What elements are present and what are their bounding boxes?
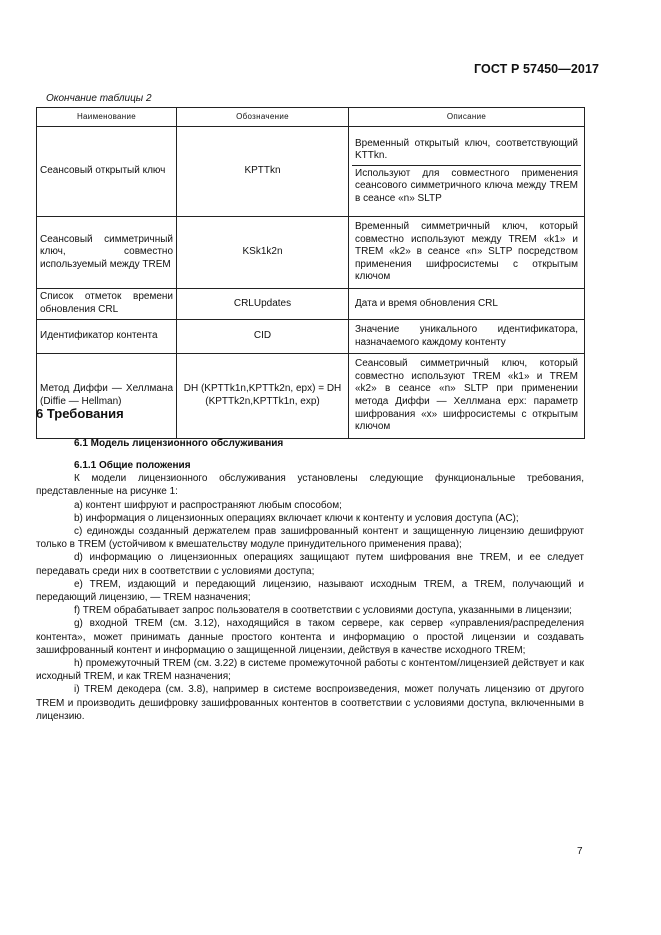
list-item: h) промежуточный TREM (см. 3.22) в системе промежуточной работы с контентом/лицензией действует и как исходный TREM, и как TREM назначения; <box>36 658 584 683</box>
table-row <box>37 217 585 289</box>
row-description <box>349 319 585 353</box>
row-name: Сеансовый симметричный ключ, совместно используемый между TREM <box>37 217 177 289</box>
list-item: b) информация о лицензионных операциях включает ключи к контенту и условия доступа (AC); <box>74 512 519 524</box>
table-row <box>37 319 585 353</box>
list-item: g) входной TREM (см. 3.12), находящийся в таком сервере, как сервер «управления/распределения контента», может принимать данные простого контента и информацию о простой лицензии и создавать зашифрованный контент и информацию о защищенной лицензии, действуя в качестве исходного TREM; <box>36 618 584 656</box>
section-body <box>36 407 584 723</box>
row-name: Метод Диффи — Хеллмана (Diffie — Hellman) <box>37 354 177 439</box>
column-header-symbol: Обозначение <box>177 108 349 127</box>
description-part: Используют для совместного применения сеансового симметричного ключа между TREM в сеансе «n» SLTP <box>355 167 578 204</box>
table-header-row <box>37 108 585 127</box>
list-item: c) единожды созданный держателем прав зашифрованный контент и защищенную лицензию дешифруют только в TREM (устойчивом к вмешательству модуле принудительного применения права); <box>36 526 584 551</box>
row-description <box>349 127 585 217</box>
list-item: e) TREM, издающий и передающий лицензию, называют исходным TREM, а TREM, получающий и передающий лицензию, — TREM назначения; <box>36 578 584 604</box>
description-part: Значение уникального идентификатора, назначаемого каждому контенту <box>355 323 578 348</box>
description-part: Сеансовый симметричный ключ, который совместно используют TREM «k1» и TREM «k2» в сеансе «n» SLTP при применении метода Диффи — Хеллмана epx: параметр шифрования «x» шифросистемы с открытым ключом <box>355 358 578 433</box>
list-item: d) информацию о лицензионных операциях защищают путем шифрования вне TREM, и ее следует передавать среди них в соответствии с условиями доступа; <box>36 552 584 577</box>
table-row <box>37 288 585 319</box>
description-part: Временный симметричный ключ, который совместно используют между TREM «k1» и TREM «k2» в сеансе «n» SLTP посредством применения шифросистемы с открытым ключом <box>355 221 578 283</box>
row-name: Сеансовый открытый ключ <box>37 127 177 217</box>
row-symbol: CRLUpdates <box>177 288 349 319</box>
row-symbol: DH (KPTTk1n,KPTTk2n, epx) = DH (KPTTk2n,KPTTk1n, exp) <box>177 354 349 439</box>
row-description <box>349 217 585 289</box>
list-item: i) TREM декодера (см. 3.8), например в системе воспроизведения, может получать лицензию от другого TREM и производить дешифровку зашифрованных контентов в соответствии с условиями доступа, включенными в лицензию. <box>36 684 584 722</box>
paragraph: К модели лицензионного обслуживания установлены следующие функциональные требования, представленные на рисунке 1: <box>36 473 584 498</box>
list-item: a) контент шифруют и распространяют любым способом; <box>74 499 342 511</box>
row-name: Идентификатор контента <box>37 319 177 353</box>
standard-number: ГОСТ Р 57450—2017 <box>474 62 600 76</box>
row-symbol: KPTTkn <box>177 127 349 217</box>
description-part: Дата и время обновления CRL <box>355 297 498 309</box>
section-title: 6 Требования <box>36 406 124 421</box>
row-symbol: KSk1k2n <box>177 217 349 289</box>
column-header-description: Описание <box>349 108 585 127</box>
page-number: 7 <box>577 846 583 857</box>
row-description <box>349 288 585 319</box>
table-caption: Окончание таблицы 2 <box>46 93 152 104</box>
table-row <box>37 127 585 217</box>
definitions-table <box>36 107 585 439</box>
subsubsection-title: 6.1.1 Общие положения <box>74 460 191 471</box>
column-header-name: Наименование <box>37 108 177 127</box>
subsection-title: 6.1 Модель лицензионного обслуживания <box>74 438 284 449</box>
description-part: Временный открытый ключ, соответствующий KTTkn. <box>352 136 581 166</box>
row-symbol: CID <box>177 319 349 353</box>
row-name: Список отметок времени обновления CRL <box>37 288 177 319</box>
list-item: f) TREM обрабатывает запрос пользователя в соответствии с условиями доступа, указанными в лицензии; <box>74 605 572 617</box>
